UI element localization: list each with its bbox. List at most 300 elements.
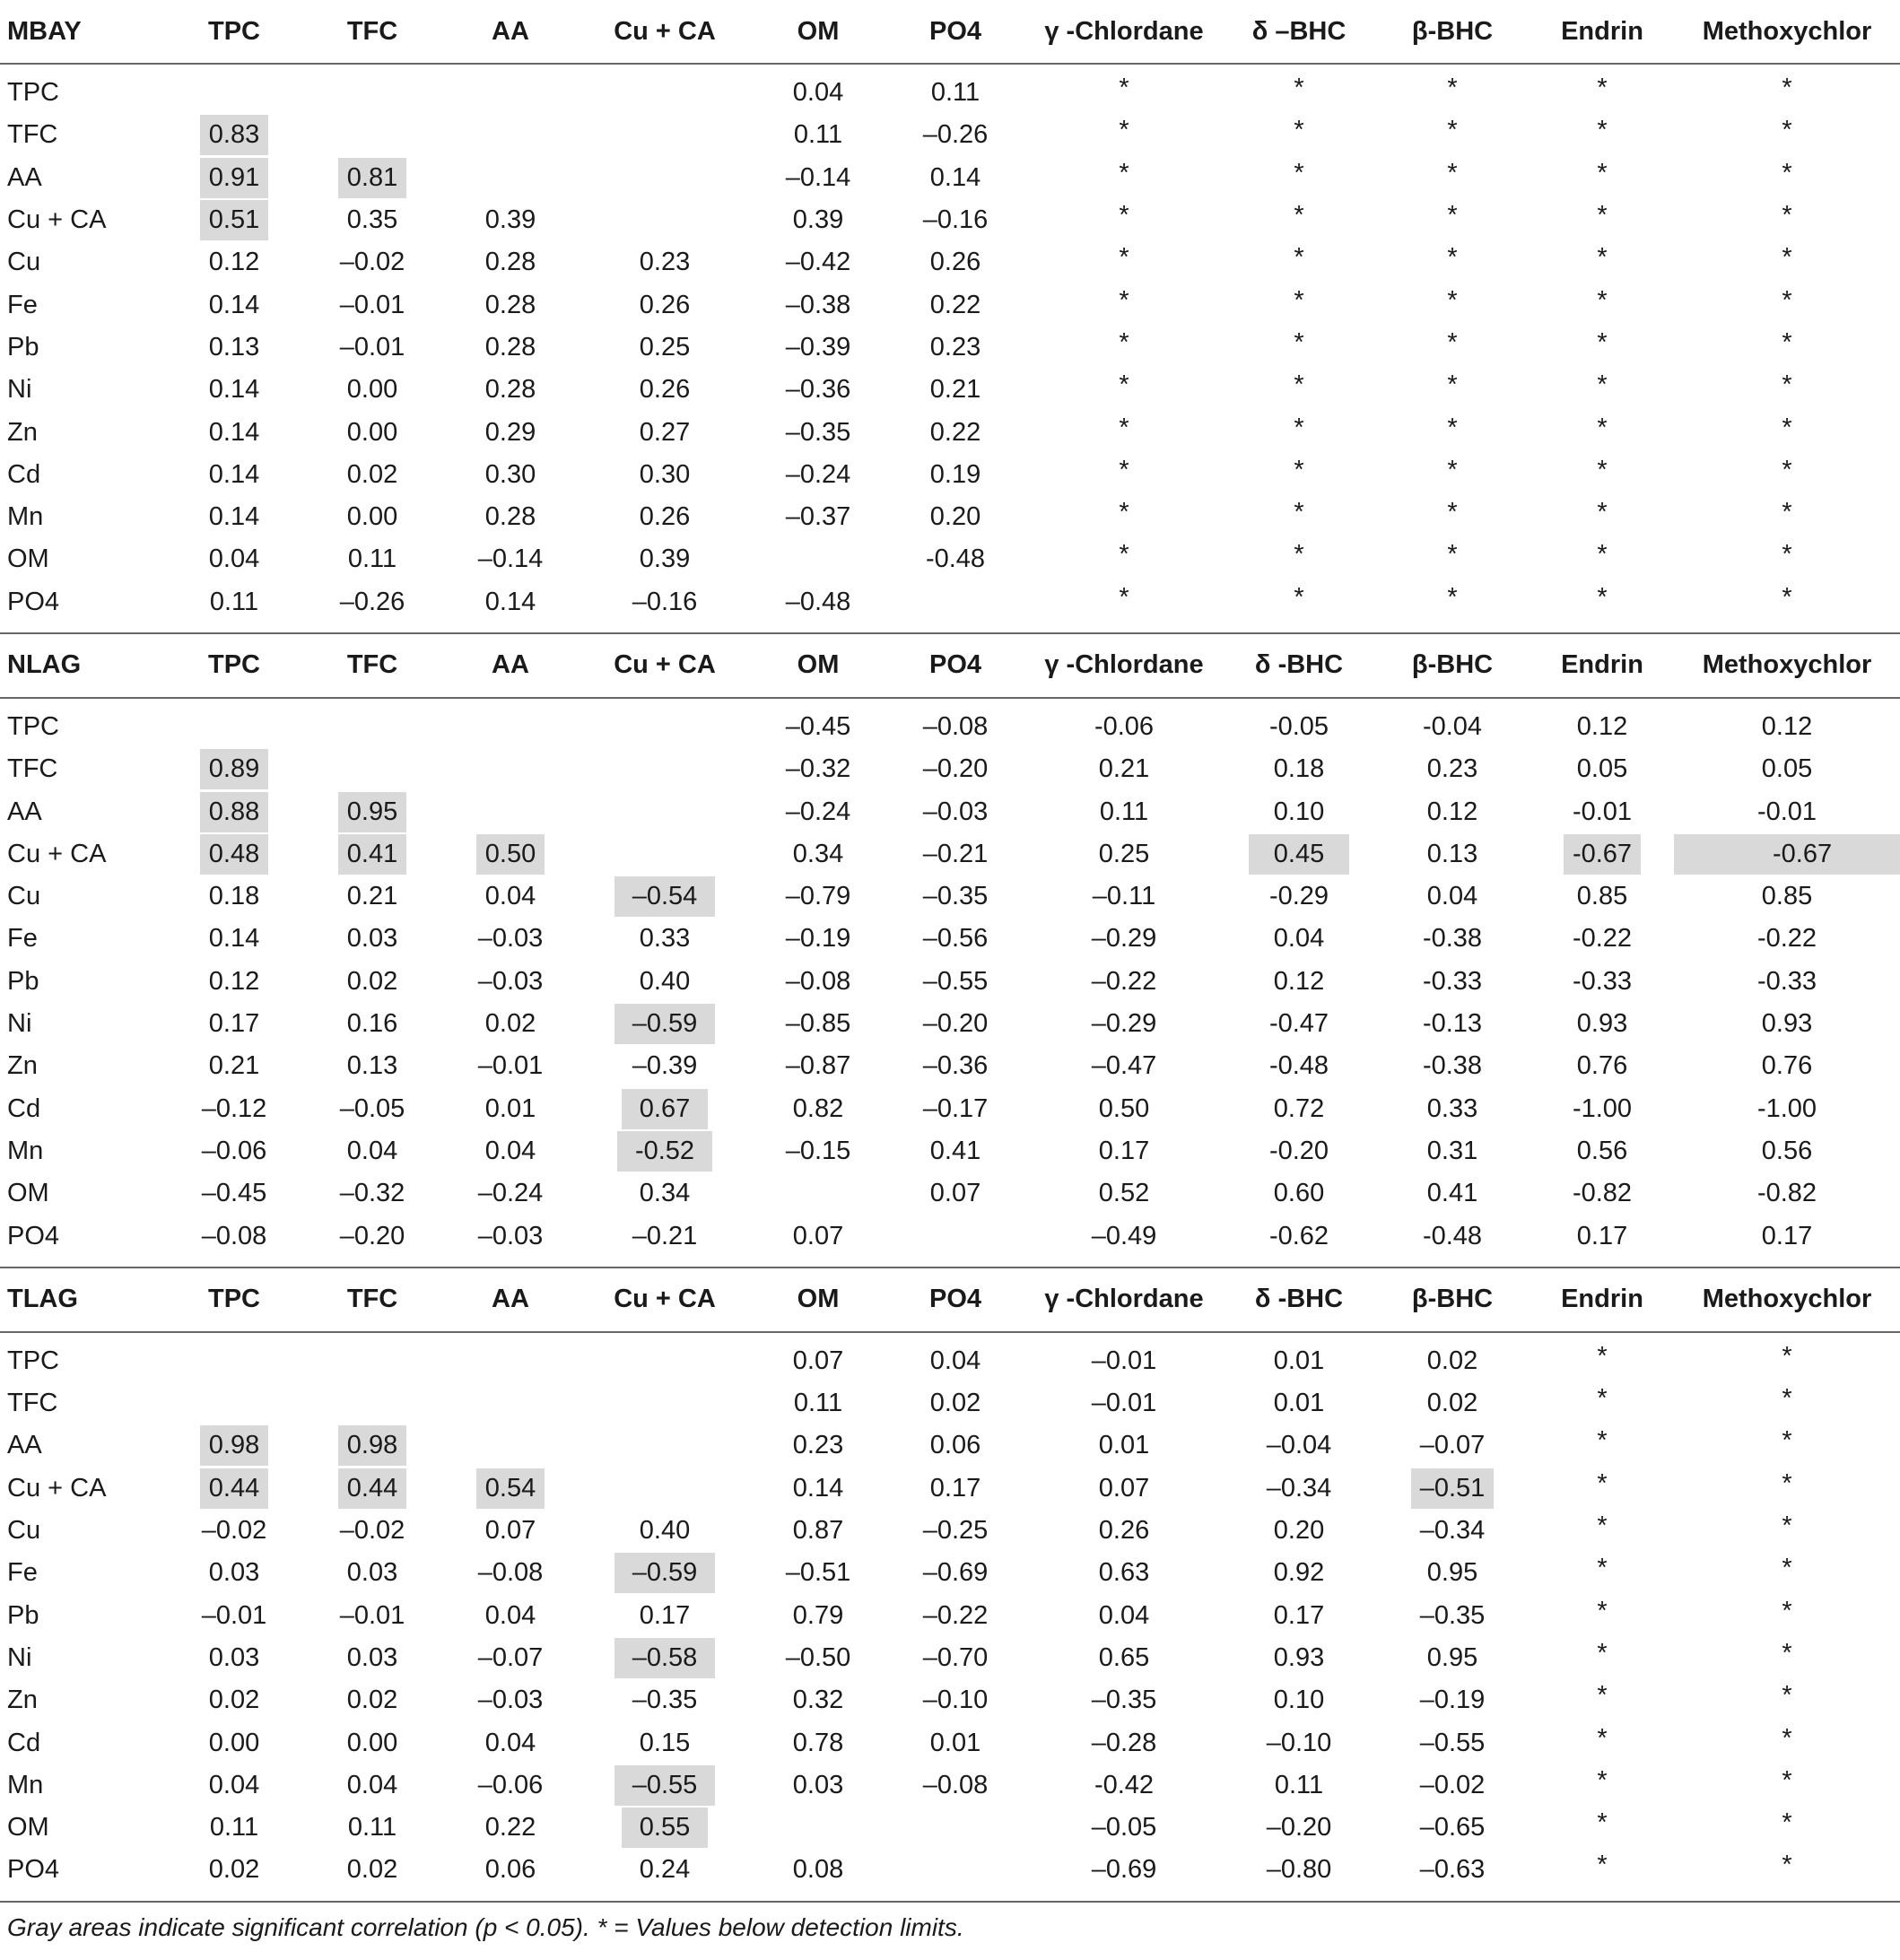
table-cell <box>303 411 441 453</box>
table-cell <box>165 1595 303 1637</box>
table-cell <box>1024 790 1224 832</box>
cell-value: –0.35 <box>1091 1686 1157 1715</box>
table-cell <box>886 1468 1024 1510</box>
row-label: Ni <box>7 1642 32 1672</box>
table-row <box>0 1679 1900 1721</box>
cell-value: 0.52 <box>1098 1179 1150 1208</box>
cell-value: 0.45 <box>1249 834 1349 875</box>
column-header: δ -BHC <box>1224 633 1374 698</box>
cell-value: –0.02 <box>339 248 405 277</box>
cell-value: * <box>1597 158 1608 187</box>
table-cell <box>1374 1003 1530 1045</box>
table-cell <box>580 454 750 496</box>
table-cell <box>580 1424 750 1467</box>
cell-value: 0.04 <box>929 1346 981 1375</box>
table-cell <box>886 496 1024 538</box>
cell-value: * <box>1447 582 1458 612</box>
cell-value: * <box>1782 582 1792 612</box>
table-cell <box>165 1764 303 1807</box>
cell-value: 0.04 <box>208 1770 260 1799</box>
table-cell <box>441 875 580 918</box>
table-row <box>0 283 1900 326</box>
table-cell <box>1674 1595 1900 1637</box>
table-cell <box>750 1595 886 1637</box>
table-cell <box>441 114 580 156</box>
cell-value: * <box>1782 1384 1792 1414</box>
cell-value: 0.12 <box>1576 712 1628 741</box>
table-cell <box>1530 114 1674 156</box>
cell-value: –0.59 <box>614 1553 716 1593</box>
table-cell <box>303 1340 441 1382</box>
table-cell <box>750 1510 886 1552</box>
significant-cell <box>580 875 750 918</box>
cell-value: * <box>1597 1808 1608 1838</box>
table-row <box>0 748 1900 790</box>
table-cell <box>1674 1468 1900 1510</box>
cell-value: -0.33 <box>1756 966 1817 996</box>
table-cell <box>750 1552 886 1594</box>
table-cell <box>303 1595 441 1637</box>
table-cell <box>750 833 886 875</box>
cell-value: 0.39 <box>639 544 691 574</box>
table-cell <box>886 790 1024 832</box>
table-cell <box>1674 706 1900 748</box>
table-cell <box>1530 1595 1674 1637</box>
table-cell <box>580 1849 750 1901</box>
table-cell <box>441 454 580 496</box>
cell-value: 0.93 <box>1576 1009 1628 1039</box>
cell-value: 0.02 <box>1426 1389 1478 1418</box>
table-cell <box>580 1510 750 1552</box>
cell-value: –0.26 <box>339 587 405 616</box>
cell-value: 0.12 <box>208 248 260 277</box>
table-cell <box>886 199 1024 241</box>
cell-value: * <box>1782 74 1792 103</box>
table-cell <box>303 1215 441 1267</box>
cell-value: –0.16 <box>632 587 698 616</box>
table-cell <box>580 581 750 633</box>
table-cell <box>1530 496 1674 538</box>
row-label: TPC <box>7 78 59 108</box>
significant-cell <box>303 790 441 832</box>
cell-value: –0.20 <box>922 1009 989 1039</box>
cell-value: * <box>1597 1765 1608 1795</box>
table-cell <box>750 875 886 918</box>
row-label: Fe <box>7 290 38 319</box>
table-cell <box>1374 157 1530 199</box>
table-cell <box>580 1721 750 1764</box>
column-header: γ -Chlordane <box>1024 1267 1224 1332</box>
cell-value: 0.11 <box>793 1389 843 1418</box>
cell-value: -0.20 <box>1268 1136 1329 1165</box>
table-cell <box>1674 454 1900 496</box>
cell-value: 0.02 <box>346 459 398 489</box>
cell-value: 0.33 <box>639 924 691 954</box>
table-row <box>0 790 1900 832</box>
table-cell <box>303 114 441 156</box>
block-title: NLAG <box>0 633 165 698</box>
cell-value: –0.07 <box>1419 1431 1486 1460</box>
table-cell <box>1224 369 1374 411</box>
table-cell <box>441 1552 580 1594</box>
table-cell <box>1674 748 1900 790</box>
cell-value: –0.58 <box>614 1638 716 1678</box>
table-cell <box>165 1382 303 1424</box>
table-cell <box>441 1424 580 1467</box>
cell-value: 0.03 <box>208 1558 260 1588</box>
row-label: Ni <box>7 1009 32 1039</box>
column-header: Cu + CA <box>580 0 750 64</box>
table-cell <box>441 1637 580 1679</box>
table-cell <box>1024 369 1224 411</box>
table-cell <box>1224 581 1374 633</box>
table-cell <box>886 875 1024 918</box>
cell-value: –0.28 <box>1091 1728 1157 1757</box>
cell-value: * <box>1597 1638 1608 1668</box>
table-cell <box>303 748 441 790</box>
cell-value: –0.01 <box>201 1600 267 1630</box>
cell-value: 0.01 <box>484 1093 536 1123</box>
cell-value: 0.26 <box>639 375 691 405</box>
table-cell <box>750 114 886 156</box>
cell-value: * <box>1597 1384 1608 1414</box>
table-cell <box>1674 1340 1900 1382</box>
table-cell <box>165 1130 303 1172</box>
table-cell <box>750 1088 886 1130</box>
table-cell <box>886 961 1024 1003</box>
table-cell <box>1224 1849 1374 1901</box>
cell-value: -0.33 <box>1572 966 1633 996</box>
cell-value: * <box>1782 1765 1792 1795</box>
table-cell <box>441 790 580 832</box>
row-label: AA <box>7 1431 42 1460</box>
table-cell <box>1674 581 1900 633</box>
table-cell <box>886 1130 1024 1172</box>
table-row <box>0 1045 1900 1087</box>
spacer-row <box>0 698 1900 706</box>
significant-cell <box>165 790 303 832</box>
table-cell <box>1024 833 1224 875</box>
table-cell <box>1024 581 1224 633</box>
table-cell <box>750 748 886 790</box>
cell-value: * <box>1294 498 1304 527</box>
cell-value: -0.82 <box>1756 1179 1817 1208</box>
cell-value: 0.14 <box>208 924 260 954</box>
table-cell <box>441 706 580 748</box>
table-cell <box>750 581 886 633</box>
cell-value: 0.65 <box>1098 1642 1150 1672</box>
table-cell <box>1530 538 1674 580</box>
cell-value: 0.02 <box>484 1009 536 1039</box>
cell-value: –0.10 <box>922 1686 989 1715</box>
table-cell <box>1374 538 1530 580</box>
column-header: Methoxychlor <box>1674 0 1900 64</box>
column-header: TFC <box>303 633 441 698</box>
cell-value: 0.27 <box>639 417 691 447</box>
cell-value: 0.02 <box>208 1855 260 1885</box>
row-label: Pb <box>7 966 39 996</box>
cell-value: –0.03 <box>922 797 989 826</box>
table-cell <box>165 1807 303 1849</box>
table-row <box>0 706 1900 748</box>
table-cell <box>165 1340 303 1382</box>
table-cell <box>750 411 886 453</box>
table-cell <box>1530 918 1674 960</box>
cell-value: 0.13 <box>208 332 260 362</box>
table-cell <box>750 1215 886 1267</box>
significant-cell <box>441 1468 580 1510</box>
row-label: Cu <box>7 248 41 277</box>
table-row <box>0 1764 1900 1807</box>
table-cell <box>1674 72 1900 114</box>
cell-value: * <box>1294 370 1304 400</box>
table-cell <box>1224 1679 1374 1721</box>
table-cell <box>580 1340 750 1382</box>
table-cell <box>1224 1595 1374 1637</box>
table-cell <box>886 241 1024 283</box>
table-cell <box>303 1510 441 1552</box>
table-cell <box>1224 1468 1374 1510</box>
cell-value: 0.76 <box>1576 1051 1628 1081</box>
cell-value: 0.07 <box>484 1516 536 1546</box>
cell-value: –0.63 <box>1419 1855 1486 1885</box>
table-cell <box>580 114 750 156</box>
table-cell <box>580 1468 750 1510</box>
table-cell <box>580 961 750 1003</box>
table-cell <box>750 538 886 580</box>
table-cell <box>886 1764 1024 1807</box>
table-cell <box>165 1510 303 1552</box>
cell-value: 0.48 <box>200 834 268 875</box>
cell-value: –0.02 <box>1419 1770 1486 1799</box>
table-cell <box>1674 790 1900 832</box>
table-cell <box>1374 1637 1530 1679</box>
row-label: Fe <box>7 1558 38 1588</box>
cell-value: 0.00 <box>346 375 398 405</box>
table-cell <box>886 1595 1024 1637</box>
cell-value: –0.20 <box>339 1221 405 1250</box>
cell-value: * <box>1597 1554 1608 1583</box>
cell-value: 0.76 <box>1761 1051 1813 1081</box>
cell-value: –0.29 <box>1091 1009 1157 1039</box>
cell-value: 0.14 <box>208 502 260 532</box>
cell-value: * <box>1597 1681 1608 1711</box>
table-cell <box>441 411 580 453</box>
significant-cell <box>303 157 441 199</box>
cell-value: 0.14 <box>208 290 260 319</box>
cell-value: 0.04 <box>346 1770 398 1799</box>
table-cell <box>750 1003 886 1045</box>
cell-value: * <box>1782 201 1792 231</box>
column-header: TPC <box>165 1267 303 1332</box>
cell-value: –0.05 <box>1091 1813 1157 1842</box>
cell-value: * <box>1294 540 1304 570</box>
cell-value: -0.22 <box>1756 924 1817 954</box>
table-cell <box>750 790 886 832</box>
table-cell <box>1224 706 1374 748</box>
table-cell <box>750 1045 886 1087</box>
spacer-cell <box>0 698 1900 706</box>
table-cell <box>1024 1215 1224 1267</box>
table-cell <box>1224 1172 1374 1215</box>
table-cell <box>441 1088 580 1130</box>
table-cell <box>750 327 886 369</box>
cell-value: –0.01 <box>1091 1346 1157 1375</box>
table-cell <box>1374 454 1530 496</box>
cell-value: –0.35 <box>632 1686 698 1715</box>
cell-value: –0.34 <box>1419 1516 1486 1546</box>
cell-value: 0.26 <box>1098 1516 1150 1546</box>
column-header: TFC <box>303 0 441 64</box>
table-cell <box>886 1637 1024 1679</box>
table-cell <box>441 283 580 326</box>
table-cell <box>1224 1721 1374 1764</box>
cell-value: 0.12 <box>1761 712 1813 741</box>
table-cell <box>1224 1552 1374 1594</box>
cell-value: 0.28 <box>484 502 536 532</box>
cell-value: –0.80 <box>1266 1855 1332 1885</box>
column-header: γ -Chlordane <box>1024 633 1224 698</box>
cell-value: -0.52 <box>617 1131 712 1172</box>
table-cell <box>165 327 303 369</box>
cell-value: 0.26 <box>929 248 981 277</box>
cell-value: –0.19 <box>1419 1686 1486 1715</box>
table-row <box>0 538 1900 580</box>
table-cell <box>1530 157 1674 199</box>
table-cell <box>441 1215 580 1267</box>
cell-value: * <box>1782 1341 1792 1371</box>
table-cell <box>441 157 580 199</box>
table-cell <box>1224 114 1374 156</box>
cell-value: -0.13 <box>1422 1009 1483 1039</box>
cell-value: 0.93 <box>1273 1642 1325 1672</box>
table-cell <box>303 283 441 326</box>
table-cell <box>441 496 580 538</box>
table-cell <box>1674 1510 1900 1552</box>
table-cell <box>1374 1849 1530 1901</box>
table-cell <box>1024 1807 1224 1849</box>
cell-value: 0.22 <box>929 290 981 319</box>
table-cell <box>1024 1595 1224 1637</box>
cell-value: 0.29 <box>484 417 536 447</box>
table-cell <box>1374 1424 1530 1467</box>
table-cell <box>441 961 580 1003</box>
cell-value: 0.11 <box>1099 797 1149 826</box>
cell-value: * <box>1782 455 1792 484</box>
row-label: TFC <box>7 754 58 784</box>
row-label: Zn <box>7 417 38 447</box>
cell-value: * <box>1447 327 1458 357</box>
table-cell <box>1024 1721 1224 1764</box>
column-header: PO4 <box>886 0 1024 64</box>
table-cell <box>165 72 303 114</box>
cell-value: –0.24 <box>785 797 851 826</box>
row-label: PO4 <box>7 587 60 616</box>
cell-value: 0.20 <box>1273 1516 1325 1546</box>
cell-value: –0.24 <box>785 459 851 489</box>
table-cell <box>1530 875 1674 918</box>
table-cell <box>750 1721 886 1764</box>
row-label: Cd <box>7 459 41 489</box>
table-cell <box>303 1552 441 1594</box>
table-cell <box>303 1679 441 1721</box>
cell-value: 0.04 <box>1098 1600 1150 1630</box>
row-label: PO4 <box>7 1855 60 1885</box>
cell-value: 0.03 <box>346 1642 398 1672</box>
cell-value: –0.08 <box>922 712 989 741</box>
table-cell <box>1024 1679 1224 1721</box>
table-cell <box>165 369 303 411</box>
cell-value: 0.02 <box>346 966 398 996</box>
column-header: OM <box>750 1267 886 1332</box>
cell-value: 0.17 <box>929 1473 981 1503</box>
cell-value: –0.54 <box>614 876 716 917</box>
cell-value: 0.00 <box>208 1728 260 1757</box>
table-cell <box>1374 875 1530 918</box>
cell-value: 0.07 <box>792 1346 844 1375</box>
table-cell <box>1374 114 1530 156</box>
cell-value: 0.85 <box>1576 882 1628 911</box>
table-cell <box>886 114 1024 156</box>
table-cell <box>580 327 750 369</box>
table-cell <box>1674 1045 1900 1087</box>
table-cell <box>1374 283 1530 326</box>
significant-cell <box>580 1637 750 1679</box>
cell-value: –0.02 <box>339 1516 405 1546</box>
table-row <box>0 1340 1900 1382</box>
table-cell <box>1374 748 1530 790</box>
table-cell <box>1374 1595 1530 1637</box>
cell-value: 0.07 <box>792 1221 844 1250</box>
table-cell <box>1530 241 1674 283</box>
table-row <box>0 1807 1900 1849</box>
cell-value: –0.38 <box>785 290 851 319</box>
table-cell <box>303 581 441 633</box>
table-row <box>0 114 1900 156</box>
table-cell <box>1530 327 1674 369</box>
significant-cell <box>303 833 441 875</box>
table-cell <box>750 706 886 748</box>
cell-value: –0.36 <box>922 1051 989 1081</box>
cell-value: * <box>1597 540 1608 570</box>
cell-value: * <box>1447 370 1458 400</box>
cell-value: –0.37 <box>785 502 851 532</box>
cell-value: 0.06 <box>484 1855 536 1885</box>
cell-value: 0.17 <box>1761 1221 1813 1250</box>
table-cell <box>1530 961 1674 1003</box>
table-cell <box>1024 327 1224 369</box>
table-cell <box>165 1637 303 1679</box>
cell-value: * <box>1294 116 1304 145</box>
cell-value: -0.42 <box>1094 1770 1155 1799</box>
table-cell <box>1224 283 1374 326</box>
significant-cell <box>441 833 580 875</box>
table-cell <box>580 411 750 453</box>
cell-value: * <box>1597 1596 1608 1625</box>
table-cell <box>441 748 580 790</box>
cell-value: 0.54 <box>476 1468 545 1509</box>
cell-value: 0.12 <box>1426 797 1478 826</box>
column-header: Endrin <box>1530 1267 1674 1332</box>
cell-value: –0.35 <box>922 882 989 911</box>
cell-value: 0.03 <box>792 1770 844 1799</box>
table-cell <box>1374 833 1530 875</box>
cell-value: 0.39 <box>792 205 844 235</box>
table-cell <box>886 1679 1024 1721</box>
table-cell <box>580 1215 750 1267</box>
cell-value: 0.05 <box>1761 754 1813 784</box>
cell-value: –0.51 <box>1411 1468 1495 1509</box>
